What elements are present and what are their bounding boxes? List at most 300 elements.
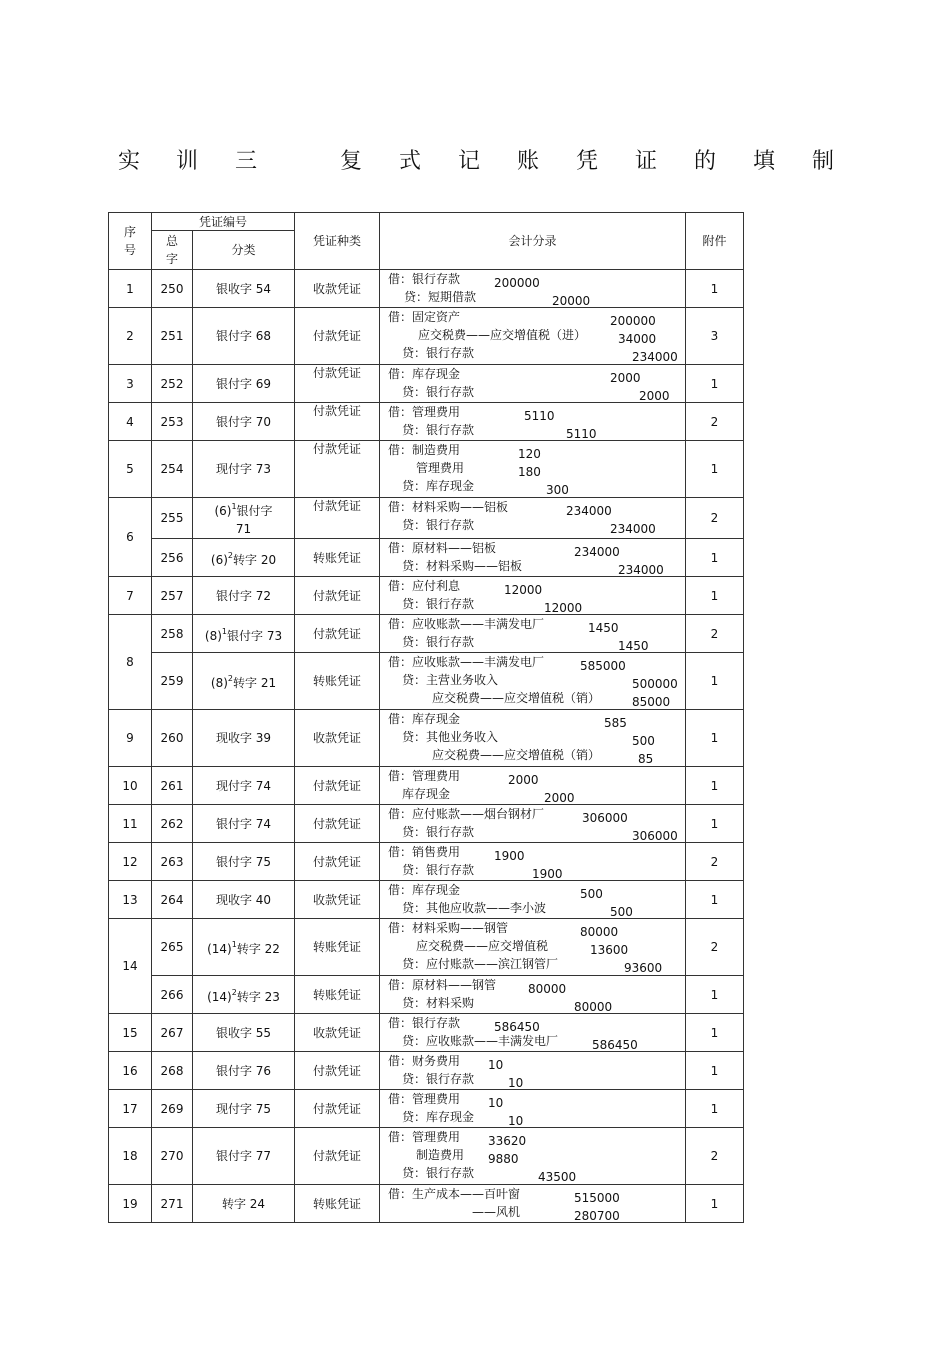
kind-label: 付款凭证 xyxy=(312,404,361,418)
title-char: 证 xyxy=(635,149,658,174)
cell-entry xyxy=(380,577,686,615)
category-prefix: (8) xyxy=(204,628,222,643)
cell-total: 257 xyxy=(152,577,193,615)
cell-total: 253 xyxy=(152,403,193,441)
cell-attach: 1 xyxy=(686,653,744,710)
entry-account: 应交税费——应交增值税（销） xyxy=(432,691,601,705)
entry-account: 贷：材料采购 xyxy=(402,996,475,1010)
category-label: 转字 23 xyxy=(236,989,280,1004)
entry-line xyxy=(388,540,685,558)
entry-line xyxy=(388,938,685,956)
kind-label: 收款凭证 xyxy=(312,731,361,745)
entry-line xyxy=(388,1015,685,1033)
title-char: 训 xyxy=(176,149,199,174)
entry-amount: 234000 xyxy=(574,545,620,559)
col-header-total: 总字 xyxy=(152,231,193,270)
entry-amount: 1450 xyxy=(588,621,619,635)
entry-account: 借：销售费用 xyxy=(388,845,461,859)
cell-category xyxy=(193,653,295,710)
entry-line xyxy=(388,1091,685,1109)
entry-line xyxy=(388,404,685,422)
cell-kind xyxy=(295,577,380,615)
entry-line xyxy=(388,384,685,402)
table-row xyxy=(109,498,744,539)
category-label: 转字 20 xyxy=(233,552,277,567)
entry-amount: 2000 xyxy=(508,773,539,787)
table-row xyxy=(109,441,744,498)
entry-account: 借：应收账款——丰满发电厂 xyxy=(388,617,545,631)
cell-entry xyxy=(380,365,686,403)
cell-kind xyxy=(295,615,380,653)
category-label: 银付字 73 xyxy=(227,628,283,643)
cell-category: 银收字 54 xyxy=(193,270,295,308)
kind-label: 付款凭证 xyxy=(312,499,361,513)
cell-seq: 12 xyxy=(109,843,152,881)
cell-attach: 1 xyxy=(686,1052,744,1090)
cell-category: 银付字 77 xyxy=(193,1128,295,1185)
entry-account: 借：管理费用 xyxy=(388,405,461,419)
table-row xyxy=(109,403,744,441)
cell-category: 银付字 72 xyxy=(193,577,295,615)
entry-account: 贷：应付账款——滨江钢管厂 xyxy=(402,957,559,971)
entry-amount: 9880 xyxy=(488,1152,519,1166)
cell-kind xyxy=(295,1052,380,1090)
cell-category: 银付字 69 xyxy=(193,365,295,403)
entry-amount: 500 xyxy=(610,905,633,919)
cell-kind xyxy=(295,1128,380,1185)
kind-label: 转账凭证 xyxy=(312,940,361,954)
kind-label: 付款凭证 xyxy=(312,816,361,831)
cell-kind xyxy=(295,805,380,843)
entry-line xyxy=(388,690,685,708)
entry-account: 借：银行存款 xyxy=(388,1016,461,1030)
table-row xyxy=(109,308,744,365)
table-row xyxy=(109,1128,744,1185)
entry-amount: 85 xyxy=(638,752,654,766)
cell-seq: 2 xyxy=(109,308,152,365)
entry-account: 贷：主营业务收入 xyxy=(402,673,499,687)
title-char: 制 xyxy=(812,149,835,174)
category-superscript: 1 xyxy=(231,502,237,511)
cell-attach: 1 xyxy=(686,710,744,767)
cell-attach: 1 xyxy=(686,881,744,919)
kind-label: 付款凭证 xyxy=(312,854,361,869)
cell-total: 266 xyxy=(152,976,193,1014)
kind-label: 转账凭证 xyxy=(312,550,361,565)
cell-attach: 1 xyxy=(686,1090,744,1128)
entry-amount: 515000 xyxy=(574,1191,620,1205)
entry-account: 借：库存现金 xyxy=(388,712,461,726)
cell-attach: 2 xyxy=(686,919,744,976)
entry-line xyxy=(388,768,685,786)
voucher-rows xyxy=(109,270,744,1223)
entry-amount: 10 xyxy=(488,1058,504,1072)
category-superscript: 2 xyxy=(227,550,233,560)
title-char: 凭 xyxy=(576,149,599,174)
cell-attach: 1 xyxy=(686,441,744,498)
kind-label: 收款凭证 xyxy=(312,892,361,907)
entry-amount: 80000 xyxy=(580,925,619,939)
entry-account: 库存现金 xyxy=(402,787,451,801)
cell-category: 银付字 75 xyxy=(193,843,295,881)
cell-total: 265 xyxy=(152,919,193,976)
cell-seq: 16 xyxy=(109,1052,152,1090)
cell-kind xyxy=(295,539,380,577)
kind-label: 付款凭证 xyxy=(312,588,361,603)
cell-seq: 19 xyxy=(109,1185,152,1223)
entry-line xyxy=(388,634,685,652)
entry-line xyxy=(388,882,685,900)
cell-category xyxy=(193,976,295,1014)
kind-label: 付款凭证 xyxy=(312,626,361,641)
cell-attach: 1 xyxy=(686,805,744,843)
entry-amount: 234000 xyxy=(610,522,656,536)
entry-line xyxy=(388,460,685,478)
cell-attach: 2 xyxy=(686,615,744,653)
entry-line xyxy=(388,654,685,672)
cell-attach: 1 xyxy=(686,767,744,805)
cell-entry xyxy=(380,710,686,767)
entry-account: 贷：银行存款 xyxy=(402,1166,475,1180)
cell-category: 银付字 76 xyxy=(193,1052,295,1090)
entry-account: 借：应付利息 xyxy=(388,579,461,593)
cell-entry xyxy=(380,270,686,308)
entry-amount: 2000 xyxy=(544,791,575,805)
cell-seq: 5 xyxy=(109,441,152,498)
entry-amount: 500 xyxy=(580,887,603,901)
cell-attach: 2 xyxy=(686,843,744,881)
cell-total: 262 xyxy=(152,805,193,843)
table-row xyxy=(109,577,744,615)
cell-seq: 3 xyxy=(109,365,152,403)
cell-category xyxy=(193,498,295,539)
entry-amount: 93600 xyxy=(624,961,663,975)
cell-seq: 17 xyxy=(109,1090,152,1128)
cell-kind xyxy=(295,498,380,539)
table-row xyxy=(109,1014,744,1052)
entry-amount: 306000 xyxy=(632,829,678,843)
col-header-kind: 凭证种类 xyxy=(295,213,380,270)
cell-total: 252 xyxy=(152,365,193,403)
entry-amount: 500000 xyxy=(632,677,678,691)
cell-attach: 1 xyxy=(686,1014,744,1052)
cell-attach: 3 xyxy=(686,308,744,365)
cell-kind xyxy=(295,308,380,365)
category-prefix: (6) xyxy=(210,552,228,567)
cell-entry xyxy=(380,1185,686,1223)
entry-amount: 20000 xyxy=(552,294,591,308)
entry-line xyxy=(388,900,685,918)
entry-amount: 585 xyxy=(604,716,627,730)
title-char: 账 xyxy=(517,149,540,174)
entry-amount: 33620 xyxy=(488,1134,527,1148)
table-row xyxy=(109,615,744,653)
cell-category: 转字 24 xyxy=(193,1185,295,1223)
cell-entry xyxy=(380,1128,686,1185)
entry-line xyxy=(388,616,685,634)
entry-line xyxy=(388,786,685,804)
entry-amount: 1900 xyxy=(532,867,563,881)
entry-line xyxy=(388,1186,685,1204)
entry-line xyxy=(388,478,685,496)
entry-line xyxy=(388,366,685,384)
entry-account: 借：库存现金 xyxy=(388,367,461,381)
cell-kind xyxy=(295,767,380,805)
cell-entry xyxy=(380,976,686,1014)
entry-account: 借：应收账款——丰满发电厂 xyxy=(388,655,545,669)
entry-amount: 234000 xyxy=(632,350,678,364)
cell-total: 254 xyxy=(152,441,193,498)
cell-total: 258 xyxy=(152,615,193,653)
category-prefix: (6) xyxy=(214,504,232,518)
entry-line xyxy=(388,956,685,974)
cell-attach: 1 xyxy=(686,365,744,403)
table-row xyxy=(109,1090,744,1128)
entry-amount: 234000 xyxy=(618,563,664,577)
entry-account: 贷：库存现金 xyxy=(402,1110,475,1124)
entry-amount: 10 xyxy=(488,1096,504,1110)
cell-seq: 18 xyxy=(109,1128,152,1185)
kind-label: 收款凭证 xyxy=(312,1025,361,1040)
cell-entry xyxy=(380,805,686,843)
cell-category: 现付字 73 xyxy=(193,441,295,498)
cell-kind xyxy=(295,710,380,767)
title-char: 的 xyxy=(694,149,717,174)
entry-account: 贷：应收账款——丰满发电厂 xyxy=(402,1034,559,1048)
entry-line xyxy=(388,1053,685,1071)
kind-label: 付款凭证 xyxy=(312,778,361,793)
category-superscript: 1 xyxy=(231,940,237,949)
entry-line xyxy=(388,1147,685,1165)
cell-total: 267 xyxy=(152,1014,193,1052)
entry-account: 借：管理费用 xyxy=(388,1130,461,1144)
entry-account: 贷：其他业务收入 xyxy=(402,730,499,744)
cell-total: 264 xyxy=(152,881,193,919)
cell-entry xyxy=(380,767,686,805)
cell-seq: 14 xyxy=(109,919,152,1014)
cell-total: 270 xyxy=(152,1128,193,1185)
category-prefix: (8) xyxy=(210,676,228,690)
entry-amount: 234000 xyxy=(566,504,612,518)
entry-account: 贷：银行存款 xyxy=(402,423,475,437)
cell-seq: 10 xyxy=(109,767,152,805)
entry-amount: 120 xyxy=(518,447,541,461)
entry-amount: 80000 xyxy=(574,1000,613,1014)
entry-account: 贷：材料采购——铝板 xyxy=(402,559,523,573)
cell-total: 269 xyxy=(152,1090,193,1128)
entry-account: 借：原材料——钢管 xyxy=(388,978,497,992)
category-superscript: 1 xyxy=(221,626,227,636)
cell-category: 银收字 55 xyxy=(193,1014,295,1052)
cell-kind xyxy=(295,365,380,403)
table-row xyxy=(109,919,744,976)
entry-line xyxy=(388,596,685,614)
entry-account: 贷：其他应收款——李小波 xyxy=(402,901,547,915)
cell-category xyxy=(193,539,295,577)
entry-line xyxy=(388,499,685,517)
cell-entry xyxy=(380,498,686,539)
entry-line xyxy=(388,1129,685,1147)
table-row xyxy=(109,710,744,767)
entry-account: 贷：银行存款 xyxy=(402,863,475,877)
cell-entry xyxy=(380,1014,686,1052)
entry-line xyxy=(388,327,685,345)
cell-attach: 2 xyxy=(686,403,744,441)
cell-seq: 1 xyxy=(109,270,152,308)
cell-entry xyxy=(380,441,686,498)
cell-entry xyxy=(380,1090,686,1128)
entry-account: 贷：银行存款 xyxy=(402,825,475,839)
entry-amount: 200000 xyxy=(610,314,656,328)
cell-entry xyxy=(380,539,686,577)
category-prefix: (14) xyxy=(207,942,232,956)
entry-amount: 13600 xyxy=(590,943,629,957)
entry-amount: 12000 xyxy=(544,601,583,615)
cell-total: 250 xyxy=(152,270,193,308)
cell-seq: 4 xyxy=(109,403,152,441)
category-label: 转字 21 xyxy=(233,676,277,690)
entry-line xyxy=(388,806,685,824)
entry-line xyxy=(388,289,685,307)
entry-line xyxy=(388,345,685,363)
entry-line xyxy=(388,1033,685,1051)
entry-line xyxy=(388,309,685,327)
entry-account: ——风机 xyxy=(472,1205,521,1219)
entry-line xyxy=(388,271,685,289)
entry-line xyxy=(388,977,685,995)
entry-account: 制造费用 xyxy=(416,1148,465,1162)
cell-total: 256 xyxy=(152,539,193,577)
cell-attach: 2 xyxy=(686,498,744,539)
entry-amount: 500 xyxy=(632,734,655,748)
entry-line xyxy=(388,862,685,880)
cell-total: 259 xyxy=(152,653,193,710)
entry-account: 贷：银行存款 xyxy=(402,385,475,399)
entry-amount: 5110 xyxy=(566,427,597,441)
kind-label: 付款凭证 xyxy=(312,442,361,456)
entry-amount: 80000 xyxy=(528,982,567,996)
entry-account: 借：材料采购——钢管 xyxy=(388,921,509,935)
entry-account: 贷：库存现金 xyxy=(402,479,475,493)
entry-account: 应交税费——应交增值税（进） xyxy=(418,328,587,342)
kind-label: 付款凭证 xyxy=(312,1063,361,1078)
cell-category: 银付字 68 xyxy=(193,308,295,365)
page-title xyxy=(118,144,838,174)
kind-label: 付款凭证 xyxy=(312,1101,361,1116)
cell-seq: 11 xyxy=(109,805,152,843)
entry-amount: 34000 xyxy=(618,332,657,346)
entry-line xyxy=(388,1165,685,1183)
entry-line xyxy=(388,517,685,535)
cell-total: 255 xyxy=(152,498,193,539)
kind-label: 收款凭证 xyxy=(312,281,361,296)
cell-kind xyxy=(295,843,380,881)
entry-amount: 586450 xyxy=(592,1038,638,1052)
entry-account: 贷：银行存款 xyxy=(402,1072,475,1086)
entry-account: 借：制造费用 xyxy=(388,443,461,457)
entry-line xyxy=(388,578,685,596)
entry-amount: 586450 xyxy=(494,1020,540,1034)
entry-amount: 200000 xyxy=(494,276,540,290)
entry-line xyxy=(388,1071,685,1089)
entry-line xyxy=(388,711,685,729)
cell-total: 268 xyxy=(152,1052,193,1090)
entry-line xyxy=(388,558,685,576)
entry-account: 贷：银行存款 xyxy=(402,597,475,611)
cell-category xyxy=(193,615,295,653)
table-row xyxy=(109,365,744,403)
entry-amount: 2000 xyxy=(610,371,641,385)
entry-amount: 43500 xyxy=(538,1170,577,1184)
entry-amount: 10 xyxy=(508,1114,524,1128)
col-header-voucher-no: 凭证编号 xyxy=(152,213,295,231)
cell-kind xyxy=(295,1014,380,1052)
entry-line xyxy=(388,1109,685,1127)
entry-amount: 280700 xyxy=(574,1209,620,1223)
cell-category: 现付字 74 xyxy=(193,767,295,805)
entry-account: 借：管理费用 xyxy=(388,1092,461,1106)
entry-line xyxy=(388,729,685,747)
cell-category: 现付字 75 xyxy=(193,1090,295,1128)
cell-entry xyxy=(380,403,686,441)
kind-label: 转账凭证 xyxy=(312,1196,361,1211)
col-header-entry: 会计分录 xyxy=(380,213,686,270)
cell-total: 260 xyxy=(152,710,193,767)
cell-kind xyxy=(295,270,380,308)
kind-label: 转账凭证 xyxy=(312,674,361,688)
cell-attach: 1 xyxy=(686,539,744,577)
entry-line xyxy=(388,422,685,440)
entry-line xyxy=(388,1204,685,1222)
cell-kind xyxy=(295,441,380,498)
entry-account: 借：材料采购——铝板 xyxy=(388,500,509,514)
entry-account: 借：应付账款——烟台钢材厂 xyxy=(388,807,545,821)
col-header-seq: 序号 xyxy=(109,213,152,270)
title-char: 复 xyxy=(340,149,363,174)
cell-entry xyxy=(380,653,686,710)
entry-account: 贷：银行存款 xyxy=(402,518,475,532)
entry-amount: 1450 xyxy=(618,639,649,653)
cell-seq: 13 xyxy=(109,881,152,919)
category-label: 银付字 71 xyxy=(235,504,273,536)
table-row xyxy=(109,1052,744,1090)
entry-line xyxy=(388,995,685,1013)
cell-seq: 8 xyxy=(109,615,152,710)
title-char: 式 xyxy=(399,149,422,174)
cell-entry xyxy=(380,615,686,653)
cell-seq: 15 xyxy=(109,1014,152,1052)
entry-line xyxy=(388,442,685,460)
entry-amount: 180 xyxy=(518,465,541,479)
cell-attach: 2 xyxy=(686,1128,744,1185)
cell-entry xyxy=(380,308,686,365)
col-header-attach: 附件 xyxy=(686,213,744,270)
category-superscript: 2 xyxy=(231,987,237,997)
voucher-table xyxy=(108,212,744,1223)
cell-category: 现收字 40 xyxy=(193,881,295,919)
entry-account: 借：银行存款 xyxy=(388,272,461,286)
entry-account: 借：生产成本——百叶窗 xyxy=(388,1187,521,1201)
entry-line xyxy=(388,747,685,765)
cell-attach: 1 xyxy=(686,976,744,1014)
entry-account: 管理费用 xyxy=(416,461,465,475)
cell-kind xyxy=(295,653,380,710)
entry-amount: 300 xyxy=(546,483,569,497)
entry-account: 借：管理费用 xyxy=(388,769,461,783)
entry-amount: 85000 xyxy=(632,695,671,709)
table-row xyxy=(109,767,744,805)
entry-amount: 1900 xyxy=(494,849,525,863)
